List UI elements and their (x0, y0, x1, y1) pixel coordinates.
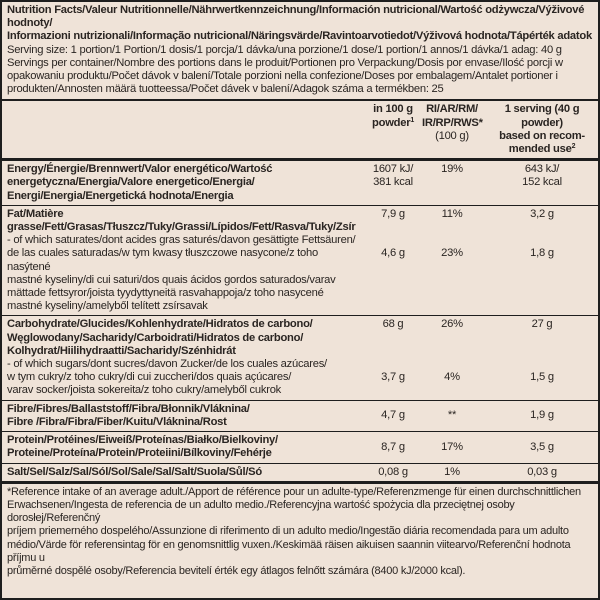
serving-column-header (486, 101, 598, 158)
serving-value-cell (486, 464, 598, 481)
sub-per100-value: 3,7 g (381, 371, 405, 384)
servings-per-container-line-3: produkten/Annosten määrä tuotteessa/Počet dávek v balení/Adagok száma a termékben: 25 (7, 83, 444, 96)
ri-value: 1% (444, 465, 460, 478)
serving-value: 643 kJ/ (524, 163, 560, 176)
ri-value-cell (418, 161, 486, 205)
sub-nutrient-line: - of which saturates/dont acides gras saturés/davon gesättigte Fettsäuren/ (7, 234, 356, 247)
nutrient-name-line: Fat/Matière grasse/Fett/Grasas/Tłuszcz/Tuky/Grassi/Lípidos/Fett/Rasva/Tuky/Zsír (7, 207, 356, 234)
footnote-line: médio/Värde för referensintag för en genomsnittlig vuxen./Keskimää räisen aikuisen saannin viitearvo/Referenční hodnota příjmu u (7, 538, 571, 564)
nutrient-name-line: Carbohydrate/Glucides/Kohlenhydrate/Hidratos de carbono/ (7, 318, 313, 331)
per100-header-line-1: in 100 g (373, 103, 413, 116)
serving-value-cell (486, 161, 598, 205)
spacer (372, 221, 414, 247)
per100-value: 381 kcal (373, 176, 413, 189)
serving-value: 0,03 g (527, 465, 557, 478)
servings-per-container-line-1: Servings per container/Nombre des portions dans le produit/Portionen pro Verpackung/Dosis por envase/Ilość porcji w (7, 56, 563, 69)
sub-per100-value: 4,6 g (381, 247, 405, 260)
spacer (422, 332, 482, 372)
per100-value: 8,7 g (381, 440, 405, 453)
nutrient-name-line: Protein/Protéines/Eiweiß/Proteínas/Białko/Bielkoviny/ (7, 434, 278, 447)
spacer (372, 332, 414, 372)
nutrient-name-line: Energi/Energia/Energetická hodnota/Energia (7, 189, 234, 202)
sub-nutrient-line: mastné kyseliny/di cui saturi/dos quais ácidos gordos saturados/varav (7, 273, 336, 286)
nutrient-name-line: energetyczna/Energia/Valore energetico/Energia/ (7, 176, 255, 189)
per100-value-cell (368, 432, 418, 462)
serving-value-cell (486, 316, 598, 399)
sub-serving-value: 1,8 g (530, 247, 554, 260)
nutrient-name-line: Salt/Sel/Salz/Sal/Sól/Sol/Sale/Sal/Salt/Suola/Sůl/Só (7, 465, 262, 478)
nutrient-name-line: Węglowodany/Sacharidy/Carboidrati/Hidratos de carbono/ (7, 331, 304, 344)
sub-nutrient-line: mastné kyseliny/amelyből telített zsírsavak (7, 300, 208, 313)
serving-footnote-mark: 2 (571, 143, 576, 151)
footnote-line: průměrné dospělé osoby/Referencia bevitelí érték egy átlagos felnőtt számára (8400 kJ/2000 kcal). (7, 564, 466, 577)
sub-ri-value: 4% (444, 371, 460, 384)
ri-value: 17% (441, 440, 463, 453)
nutrient-name-line: Kolhydrat/Hiilihydraatti/Sacharidy/Szénhidrát (7, 344, 236, 357)
nutrient-name-cell (2, 316, 368, 399)
sub-nutrient-line: varav socker/joista sokereita/z toho cukry/amelyből cukrok (7, 384, 282, 397)
serving-header-line-3: mended use (508, 143, 572, 156)
nutrient-rows (2, 161, 598, 483)
ri-header-line-1: RI/AR/RM/ (426, 103, 478, 116)
sub-nutrient-line: mättade fettsyror/joista tyydyttyneitä rasvahappoja/z toho nasycené (7, 287, 324, 300)
nutrient-name-line: Energy/Énergie/Brennwert/Valor energético/Wartość (7, 163, 273, 176)
serving-value: 1,9 g (530, 409, 554, 422)
ri-column-header (418, 101, 486, 158)
reference-intake-footnote (2, 484, 598, 580)
nutrient-row (2, 401, 598, 432)
label-header (2, 2, 598, 101)
footnote-line: Erwachsenen/Ingesta de referencia de un adulto medio./Referencyjna wartość spożycia dla przeciętnej osoby dorosłej/Referenčný (7, 498, 515, 525)
footnote-line: príjem priemerného dospelého/Assunzione di riferimento di un adulto medio/Ingestão diária recomendada para um adulto (7, 525, 569, 538)
ri-value-cell (418, 401, 486, 431)
per100-value: 1607 kJ/ (372, 163, 414, 176)
serving-value: 27 g (531, 318, 553, 331)
serving-value: 3,5 g (530, 440, 554, 453)
per100-value-cell (368, 161, 418, 205)
nutrient-name-cell (2, 464, 368, 481)
per100-column-header (368, 101, 418, 158)
serving-value: 152 kcal (522, 176, 562, 189)
spacer (490, 221, 594, 247)
per100-value: 68 g (382, 318, 404, 331)
nutrient-name-line: Proteine/Proteína/Protein/Proteiini/Bílkoviny/Fehérje (7, 447, 272, 460)
nutrition-title-line-1: Nutrition Facts/Valeur Nutritionnelle/Nährwertkennzeichnung/Información nutricional/Wartość odżywcza/Výživové hodnoty/ (7, 4, 585, 30)
per100-value-cell (368, 316, 418, 399)
nutrition-table (2, 101, 598, 483)
sub-serving-value: 1,5 g (530, 371, 554, 384)
ri-value: 11% (441, 207, 463, 220)
serving-value: 3,2 g (530, 207, 554, 220)
nutrient-name-cell (2, 432, 368, 462)
serving-header-line-1: 1 serving (40 g powder) (504, 103, 580, 129)
per100-footnote-mark: 1 (410, 116, 414, 124)
serving-size: Serving size: 1 portion/1 Portion/1 dosis/1 porcja/1 dávka/una porzione/1 dose/1 portion/1 annos/1 dávka/1 adag: 40 g (7, 43, 562, 56)
nutrient-row (2, 432, 598, 463)
ri-value: 19% (441, 163, 463, 176)
per100-value-cell (368, 401, 418, 431)
servings-per-container-line-2: opakowaniu produktu/Počet dávok v balení/Totale porzioni nella confezione/Doses por embalagem/Antalet portioner i (7, 70, 558, 83)
nutrient-name-line: Fibre/Fibres/Ballaststoff/Fibra/Błonnik/Vláknina/ (7, 402, 250, 415)
nutrient-row (2, 161, 598, 206)
ri-value-cell (418, 316, 486, 399)
nutrient-name-cell (2, 206, 368, 316)
ri-value-cell (418, 464, 486, 481)
serving-value-cell (486, 432, 598, 462)
table-header-row (2, 101, 598, 161)
per100-value-cell (368, 464, 418, 481)
spacer (490, 332, 594, 372)
ri-value: 26% (441, 318, 463, 331)
nutrition-title-line-2: Informazioni nutrizionali/Informação nutricional/Näringsvärde/Ravintoarvotiedot/Výživová hodnota/Tápérték adatok (7, 30, 592, 43)
nutrient-row (2, 316, 598, 400)
nutrient-row (2, 464, 598, 484)
per100-value: 7,9 g (381, 207, 405, 220)
sub-nutrient-line: - of which sugars/dont sucres/davon Zucker/de los cuales azúcares/ (7, 358, 327, 371)
sub-ri-value: 23% (441, 247, 463, 260)
per100-header-line-2: powder (372, 116, 411, 129)
ri-header-line-2: IR/RP/RWS* (422, 116, 483, 129)
ri-header-line-3: (100 g) (435, 129, 469, 142)
ri-value-cell (418, 206, 486, 316)
per100-value: 4,7 g (381, 409, 405, 422)
spacer (422, 221, 482, 247)
nutrient-name-cell (2, 161, 368, 205)
per100-value-cell (368, 206, 418, 316)
serving-value-cell (486, 206, 598, 316)
per100-value: 0,08 g (378, 465, 408, 478)
sub-nutrient-line: de las cuales saturadas/w tym kwasy tłuszczowe nasycone/z toho nasýtené (7, 247, 318, 273)
nutrient-name-cell (2, 401, 368, 431)
nutrient-name-line: Fibre /Fibra/Fibra/Fiber/Kuitu/Vláknina/Rost (7, 415, 227, 428)
serving-header-line-2: based on recom- (499, 129, 585, 142)
sub-nutrient-line: w tym cukry/z toho cukry/di cui zuccheri/dos quais açúcares/ (7, 371, 292, 384)
footnote-line: *Reference intake of an average adult./Apport de référence pour un adulte-type/Referenzmenge für einen durchschnittlichen (7, 485, 581, 498)
nutrient-column-header (2, 101, 368, 158)
serving-value-cell (486, 401, 598, 431)
ri-value-cell (418, 432, 486, 462)
ri-value: ** (447, 409, 457, 422)
nutrient-row (2, 206, 598, 317)
